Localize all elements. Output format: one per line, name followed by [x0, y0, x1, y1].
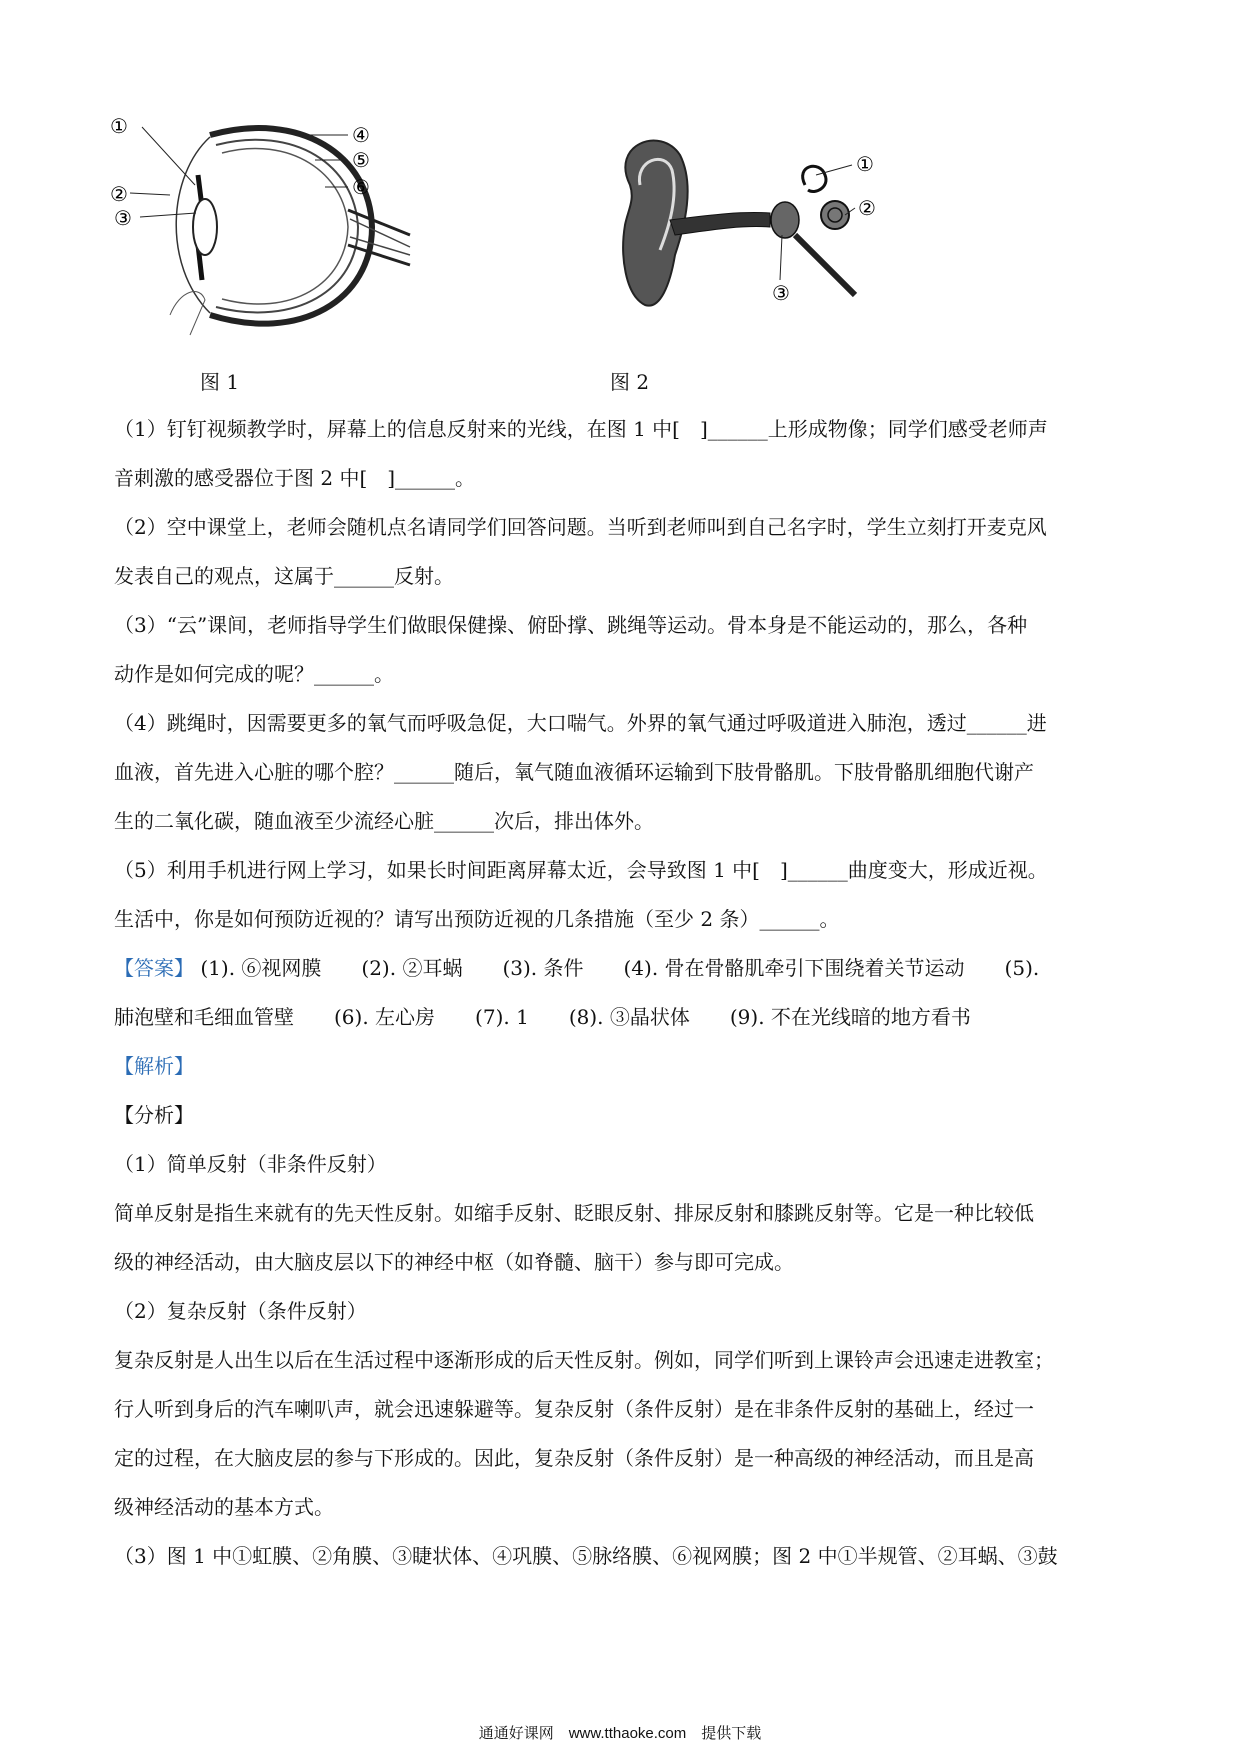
question-5-line-1: （5）利用手机进行网上学习，如果长时间距离屏幕太近，会导致图 1 中[ ]______曲度变大，形成近视。: [114, 858, 1048, 882]
question-2-line-1: （2）空中课堂上，老师会随机点名请同学们回答问题。当听到老师叫到自己名字时，学生立刻打开麦克风: [114, 515, 1047, 539]
analysis-line-5: 复杂反射是人出生以后在生活过程中逐渐形成的后天性反射。例如，同学们听到上课铃声会迅速走进教室；: [114, 1348, 1054, 1372]
analysis-subtag: 【分析】: [114, 1103, 194, 1127]
question-1-line-2: 音刺激的感受器位于图 2 中[ ]______。: [114, 466, 476, 490]
question-5-line-2: 生活中，你是如何预防近视的？请写出预防近视的几条措施（至少 2 条）______。: [114, 907, 840, 931]
figure-2-caption: 图 2: [610, 370, 650, 394]
eye-label-6: ⑥: [352, 175, 370, 199]
question-4-line-2: 血液，首先进入心脏的哪个腔？______随后，氧气随血液循环运输到下肢骨骼肌。下肢骨骼肌细胞代谢产: [114, 760, 1034, 784]
answer-line-2: 肺泡壁和毛细血管壁 (6). 左心房 (7). 1 (8). ③晶状体 (9). 不在光线暗的地方看书: [114, 1005, 971, 1029]
analysis-line-6: 行人听到身后的汽车喇叭声，就会迅速躲避等。复杂反射（条件反射）是在非条件反射的基础上，经过一: [114, 1397, 1034, 1421]
analysis-line-8: 级神经活动的基本方式。: [114, 1495, 334, 1519]
eye-label-1: ①: [110, 115, 128, 138]
ear-label-2: ②: [858, 196, 876, 220]
question-2-line-2: 发表自己的观点，这属于______反射。: [114, 564, 454, 588]
question-1-line-1: （1）钉钉视频教学时，屏幕上的信息反射来的光线，在图 1 中[ ]______上形成物像；同学们感受老师声: [114, 417, 1048, 441]
question-4-line-3: 生的二氧化碳，随血液至少流经心脏______次后，排出体外。: [114, 809, 654, 833]
answer-text-1: (1). ⑥视网膜 (2). ②耳蜗 (3). 条件 (4). 骨在骨骼肌牵引下围绕着关节运动 (5).: [200, 956, 1040, 980]
ear-diagram: [590, 115, 920, 340]
eye-diagram-figure: [110, 115, 440, 340]
analysis-line-4: （2）复杂反射（条件反射）: [114, 1299, 367, 1323]
eye-diagram: [110, 115, 440, 340]
ear-diagram-figure: [590, 115, 920, 340]
analysis-line-2: 简单反射是指生来就有的先天性反射。如缩手反射、眨眼反射、排尿反射和膝跳反射等。它是一种比较低: [114, 1201, 1034, 1225]
question-3-line-2: 动作是如何完成的呢？______。: [114, 662, 394, 686]
question-3-line-1: （3）“云”课间，老师指导学生们做眼保健操、俯卧撑、跳绳等运动。骨本身是不能运动的，那么，各种: [114, 613, 1028, 637]
eye-label-3: ③: [114, 206, 132, 230]
page-footer: 通通好课网 www.tthaoke.com 提供下载: [478, 1725, 762, 1742]
answer-line-1: [114, 944, 1130, 993]
analysis-line-1: （1）简单反射（非条件反射）: [114, 1152, 387, 1176]
analysis-line-7: 定的过程，在大脑皮层的参与下形成的。因此，复杂反射（条件反射）是一种高级的神经活动，而且是高: [114, 1446, 1034, 1470]
analysis-tag: 【解析】: [114, 1054, 194, 1078]
eye-label-4: ④: [352, 123, 370, 147]
ear-label-3: ③: [772, 281, 790, 305]
eye-label-2: ②: [110, 182, 128, 206]
analysis-line-3: 级的神经活动，由大脑皮层以下的神经中枢（如脊髓、脑干）参与即可完成。: [114, 1250, 794, 1274]
question-4-line-1: （4）跳绳时，因需要更多的氧气而呼吸急促，大口喘气。外界的氧气通过呼吸道进入肺泡，透过______进: [114, 711, 1047, 735]
analysis-line-9: （3）图 1 中①虹膜、②角膜、③睫状体、④巩膜、⑤脉络膜、⑥视网膜；图 2 中①半规管、②耳蜗、③鼓: [114, 1544, 1058, 1568]
ear-label-1: ①: [856, 152, 874, 176]
figure-1-caption: 图 1: [200, 370, 240, 394]
eye-label-5: ⑤: [352, 148, 370, 172]
answer-tag: 【答案】: [114, 956, 194, 980]
